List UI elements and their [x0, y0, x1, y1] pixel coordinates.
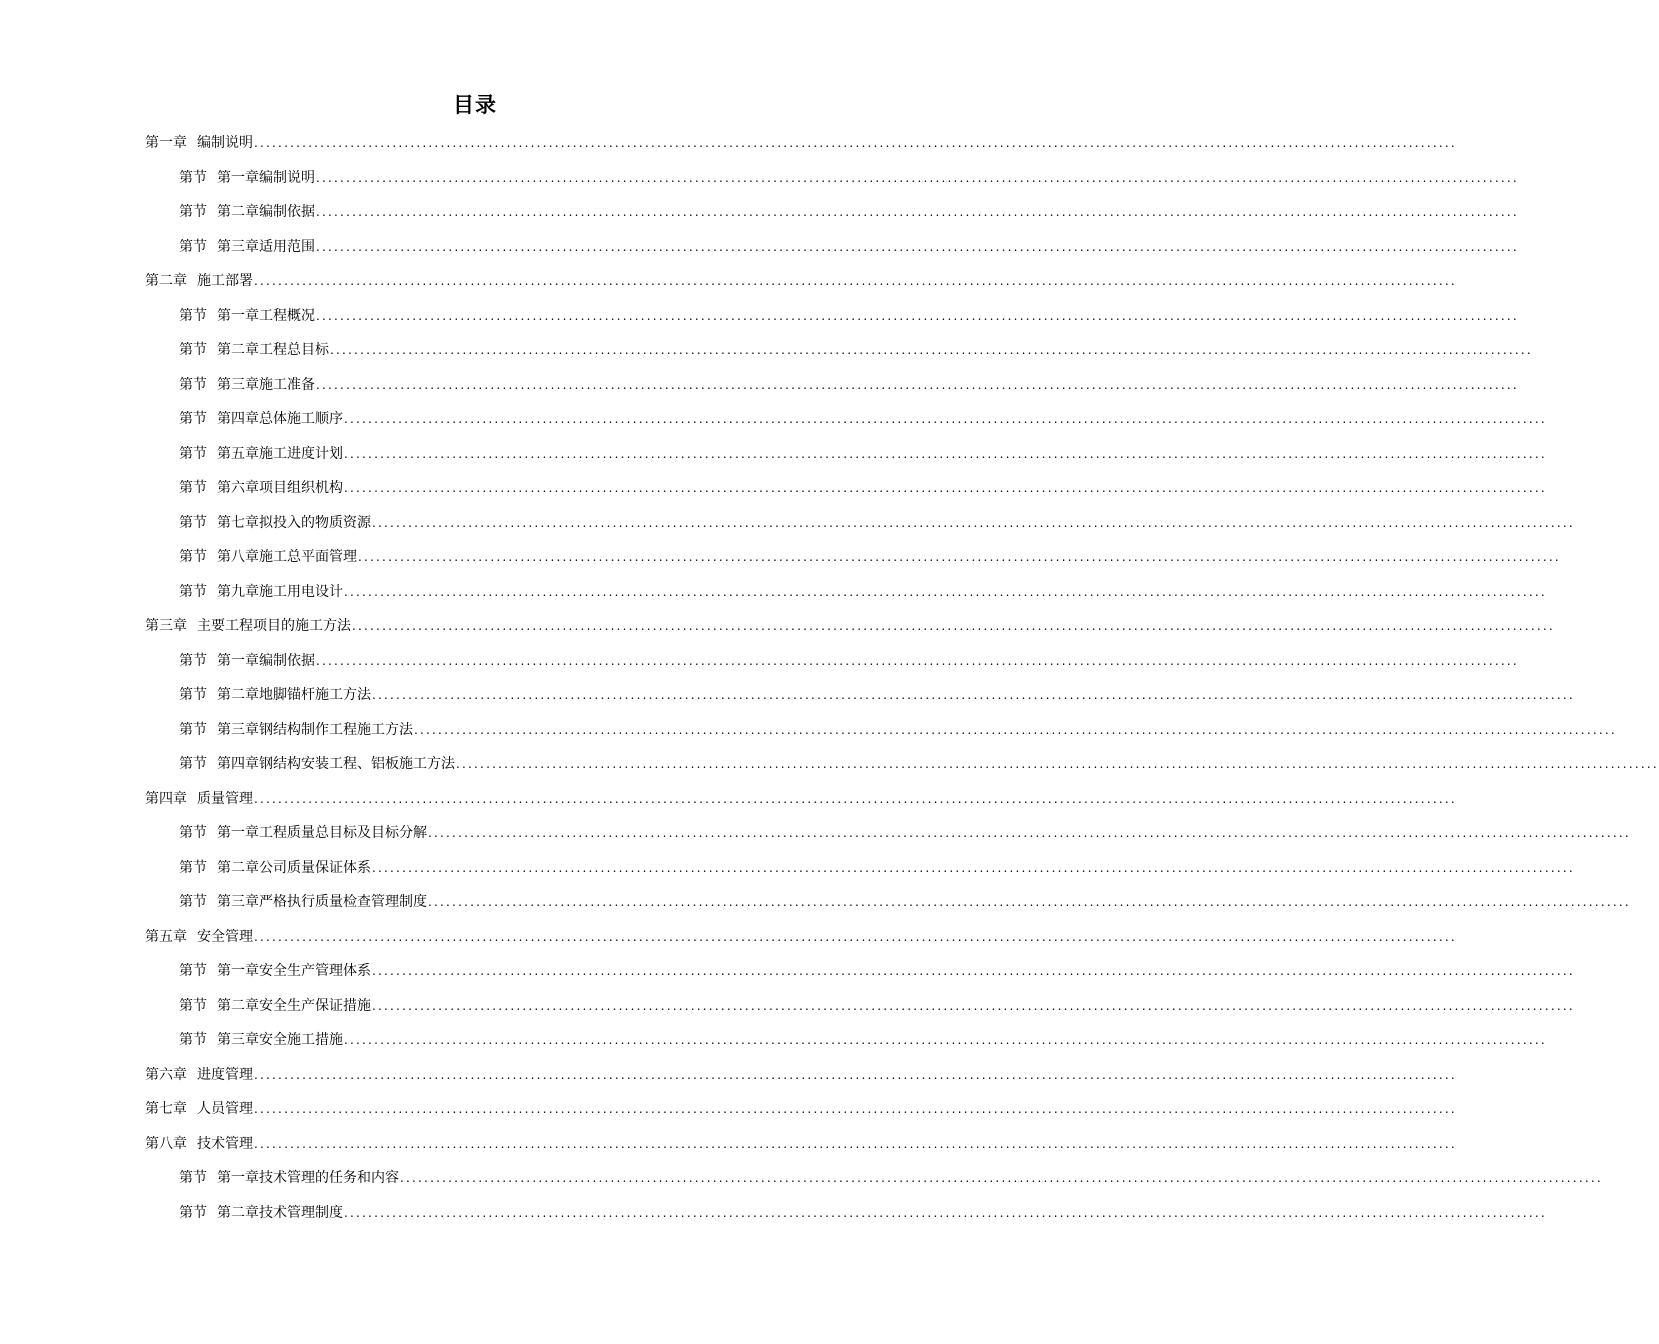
toc-dot-leader: ........................................................................................................................................................................................................ [254, 929, 1457, 944]
toc-entry-text: 第六章项目组织机构 [217, 480, 343, 496]
toc-section-entry[interactable] [145, 1196, 1547, 1231]
toc-entry-text: 第二章工程总目标 [217, 342, 329, 358]
toc-entry-text: 第一章编制说明 [217, 169, 315, 186]
toc-section-entry[interactable] [145, 161, 1519, 196]
toc-title: 目录 [453, 92, 497, 117]
toc-entry-prefix: 第节 [179, 894, 207, 910]
toc-chapter-entry[interactable] [145, 782, 1457, 817]
toc-entry-text: 安全管理 [197, 928, 253, 945]
toc-dot-leader: ........................................................................................................................................................................................................ [414, 722, 1617, 737]
toc-entry-text: 第一章技术管理的任务和内容 [217, 1170, 399, 1186]
toc-entry-text: 第三章适用范围 [217, 238, 315, 255]
toc-entry-prefix: 第节 [179, 1204, 207, 1221]
toc-dot-leader: ........................................................................................................................................................................................................ [254, 1067, 1457, 1082]
toc-section-entry[interactable] [145, 299, 1519, 334]
toc-entry-text: 质量管理 [197, 790, 253, 807]
toc-entry-prefix: 第节 [179, 411, 207, 427]
toc-section-entry[interactable] [145, 333, 1533, 368]
toc-entry-prefix: 第三章 [145, 618, 187, 634]
toc-section-entry[interactable] [145, 575, 1547, 610]
toc-section-entry[interactable] [145, 540, 1561, 575]
toc-entry-prefix: 第节 [179, 238, 207, 255]
toc-entry-text: 第一章工程概况 [217, 307, 315, 324]
toc-section-entry[interactable] [145, 230, 1519, 265]
toc-entry-prefix: 第节 [179, 859, 207, 876]
toc-entry-text: 进度管理 [197, 1066, 253, 1083]
toc-chapter-entry[interactable] [145, 1092, 1457, 1127]
toc-entry-prefix: 第节 [179, 1032, 207, 1048]
toc-section-entry[interactable] [145, 402, 1547, 437]
toc-entry-prefix: 第二章 [145, 273, 187, 289]
toc-entry-prefix: 第节 [179, 342, 207, 358]
toc-dot-leader: ........................................................................................................................................................................................................ [254, 1102, 1457, 1116]
toc-dot-leader: ........................................................................................................................................................................................................ [316, 377, 1519, 392]
toc-entry-prefix: 第节 [179, 307, 207, 324]
toc-entry-prefix: 第节 [179, 721, 207, 738]
toc-entry-text: 主要工程项目的施工方法 [197, 618, 351, 634]
toc-dot-leader: ........................................................................................................................................................................................................ [344, 412, 1547, 426]
toc-section-entry[interactable] [145, 713, 1617, 748]
toc-entry-text: 第二章安全生产保证措施 [217, 997, 371, 1014]
toc-chapter-entry[interactable] [145, 264, 1457, 299]
toc-chapter-entry[interactable] [145, 609, 1555, 644]
toc-entry-text: 人员管理 [197, 1101, 253, 1117]
toc-chapter-entry[interactable] [145, 1058, 1457, 1093]
toc-dot-leader: ........................................................................................................................................................................................................ [254, 1136, 1457, 1151]
toc-section-entry[interactable] [145, 1023, 1547, 1058]
toc-dot-leader: ........................................................................................................................................................................................................ [344, 481, 1547, 495]
toc-section-entry[interactable] [145, 195, 1519, 230]
toc-section-entry[interactable] [145, 747, 1659, 782]
toc-entry-text: 第五章施工进度计划 [217, 445, 343, 462]
toc-entry-text: 第一章编制依据 [217, 652, 315, 669]
toc-dot-leader: ........................................................................................................................................................................................................ [316, 205, 1519, 219]
toc-section-entry[interactable] [145, 368, 1519, 403]
toc-entry-text: 第九章施工用电设计 [217, 583, 343, 600]
toc-entry-text: 第三章钢结构制作工程施工方法 [217, 721, 413, 738]
toc-entry-prefix: 第节 [179, 376, 207, 393]
toc-entry-prefix: 第节 [179, 549, 207, 565]
toc-section-entry[interactable] [145, 471, 1547, 506]
toc-dot-leader: ........................................................................................................................................................................................................ [344, 1033, 1547, 1047]
toc-entry-prefix: 第七章 [145, 1101, 187, 1117]
toc-entry-prefix: 第节 [179, 1170, 207, 1186]
toc-entry-text: 第二章编制依据 [217, 204, 315, 220]
toc-section-entry[interactable] [145, 851, 1575, 886]
toc-entry-prefix: 第节 [179, 169, 207, 186]
toc-dot-leader: ........................................................................................................................................................................................................ [428, 895, 1631, 909]
toc-section-entry[interactable] [145, 989, 1575, 1024]
toc-entry-prefix: 第四章 [145, 790, 187, 807]
toc-dot-leader: ........................................................................................................................................................................................................ [316, 653, 1519, 668]
toc-list [145, 126, 1659, 1230]
toc-entry-text: 第三章施工准备 [217, 376, 315, 393]
toc-entry-text: 第四章总体施工顺序 [217, 411, 343, 427]
toc-entry-text: 第四章钢结构安装工程、铝板施工方法 [217, 756, 455, 772]
toc-section-entry[interactable] [145, 954, 1575, 989]
toc-entry-text: 第二章公司质量保证体系 [217, 859, 371, 876]
toc-dot-leader: ........................................................................................................................................................................................................ [456, 757, 1659, 771]
toc-chapter-entry[interactable] [145, 920, 1457, 955]
toc-entry-text: 第三章严格执行质量检查管理制度 [217, 894, 427, 910]
toc-entry-prefix: 第五章 [145, 928, 187, 945]
toc-dot-leader: ........................................................................................................................................................................................................ [428, 826, 1631, 840]
toc-entry-prefix: 第节 [179, 204, 207, 220]
toc-chapter-entry[interactable] [145, 1127, 1457, 1162]
toc-entry-prefix: 第节 [179, 583, 207, 600]
toc-dot-leader: ........................................................................................................................................................................................................ [254, 274, 1457, 288]
toc-entry-prefix: 第节 [179, 480, 207, 496]
toc-dot-leader: ........................................................................................................................................................................................................ [372, 998, 1575, 1013]
toc-section-entry[interactable] [145, 678, 1575, 713]
toc-dot-leader: ........................................................................................................................................................................................................ [372, 688, 1575, 702]
toc-entry-text: 第二章地脚锚杆施工方法 [217, 687, 371, 703]
toc-dot-leader: ........................................................................................................................................................................................................ [400, 1171, 1603, 1185]
toc-dot-leader: ........................................................................................................................................................................................................ [316, 239, 1519, 254]
toc-entry-prefix: 第节 [179, 445, 207, 462]
toc-entry-prefix: 第节 [179, 652, 207, 669]
toc-dot-leader: ........................................................................................................................................................................................................ [254, 136, 1457, 150]
toc-entry-prefix: 第节 [179, 997, 207, 1014]
toc-entry-text: 编制说明 [197, 135, 253, 151]
toc-chapter-entry[interactable] [145, 126, 1457, 161]
toc-dot-leader: ........................................................................................................................................................................................................ [316, 308, 1519, 323]
toc-dot-leader: ........................................................................................................................................................................................................ [372, 964, 1575, 978]
toc-entry-text: 第三章安全施工措施 [217, 1032, 343, 1048]
toc-entry-prefix: 第一章 [145, 135, 187, 151]
toc-section-entry[interactable] [145, 437, 1547, 472]
toc-section-entry[interactable] [145, 816, 1631, 851]
toc-entry-prefix: 第节 [179, 756, 207, 772]
toc-entry-text: 第一章安全生产管理体系 [217, 963, 371, 979]
toc-dot-leader: ........................................................................................................................................................................................................ [254, 791, 1457, 806]
toc-entry-prefix: 第节 [179, 514, 207, 531]
toc-entry-prefix: 第节 [179, 963, 207, 979]
toc-section-entry[interactable] [145, 644, 1519, 679]
toc-dot-leader: ........................................................................................................................................................................................................ [330, 343, 1533, 357]
toc-entry-text: 第七章拟投入的物质资源 [217, 514, 371, 531]
toc-dot-leader: ........................................................................................................................................................................................................ [316, 170, 1519, 185]
toc-dot-leader: ........................................................................................................................................................................................................ [344, 446, 1547, 461]
toc-entry-prefix: 第八章 [145, 1135, 187, 1152]
toc-entry-prefix: 第节 [179, 825, 207, 841]
toc-entry-text: 第一章工程质量总目标及目标分解 [217, 825, 427, 841]
toc-dot-leader: ........................................................................................................................................................................................................ [358, 550, 1561, 564]
toc-entry-text: 第八章施工总平面管理 [217, 549, 357, 565]
toc-dot-leader: ........................................................................................................................................................................................................ [344, 1205, 1547, 1220]
toc-entry-text: 技术管理 [197, 1135, 253, 1152]
toc-entry-text: 第二章技术管理制度 [217, 1204, 343, 1221]
toc-entry-text: 施工部署 [197, 273, 253, 289]
toc-entry-prefix: 第节 [179, 687, 207, 703]
toc-section-entry[interactable] [145, 506, 1575, 541]
toc-dot-leader: ........................................................................................................................................................................................................ [372, 860, 1575, 875]
toc-dot-leader: ........................................................................................................................................................................................................ [372, 515, 1575, 530]
toc-entry-prefix: 第六章 [145, 1066, 187, 1083]
toc-dot-leader: ........................................................................................................................................................................................................ [344, 584, 1547, 599]
toc-section-entry[interactable] [145, 885, 1631, 920]
toc-dot-leader: ........................................................................................................................................................................................................ [352, 619, 1555, 633]
toc-section-entry[interactable] [145, 1161, 1603, 1196]
